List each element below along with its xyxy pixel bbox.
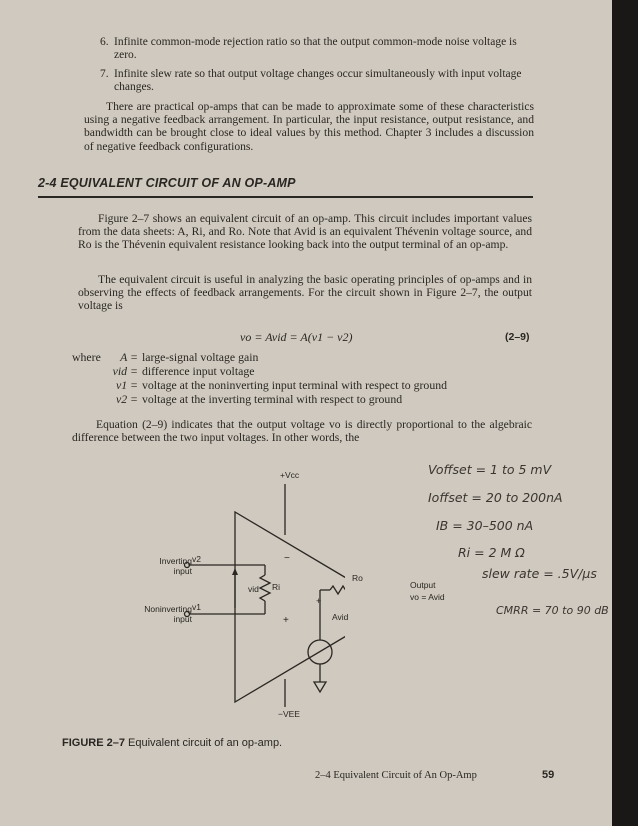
figure-caption (62, 737, 282, 749)
v1-label: v1 (192, 602, 201, 612)
definitions-list (72, 350, 542, 410)
list-item-number: 6. (100, 36, 109, 48)
definition-symbol: v2 = (115, 392, 138, 406)
handwritten-note: Ri = 2 M Ω (458, 545, 525, 560)
handwritten-note: IB = 30–500 nA (436, 518, 534, 533)
vee-label: −VEE (278, 709, 300, 719)
vcc-label: +Vcc (280, 470, 300, 480)
list-item (100, 68, 540, 94)
paragraph-1: Figure 2–7 shows an equivalent circuit of an op-amp. This circuit includes important values from the data sheets: A, Ri, and Ro. Note that Avid is an equivalent Thévenin voltage source, and Ro is the Thévenin equivalent resistance looking back into the output terminal of an op-amp. (78, 212, 532, 252)
definition-text: voltage at the noninverting input terminal with respect to ground (142, 378, 448, 392)
running-footer: 2–4 Equivalent Circuit of An Op-Amp (315, 770, 477, 781)
equation: vo = Avid = A(v1 − v2) (240, 330, 353, 344)
avid-label: Avid (332, 612, 349, 622)
handwritten-note: CMRR = 70 to 90 dB (496, 604, 609, 617)
definition-text: voltage at the inverting terminal with respect to ground (142, 392, 403, 406)
figure-caption-text: Equivalent circuit of an op-amp. (128, 737, 283, 749)
handwritten-note: Voffset = 1 to 5 mV (428, 462, 552, 477)
definition-text: large-signal voltage gain (142, 350, 259, 364)
inverting-input-label: Inverting input (159, 556, 192, 576)
figure-label: FIGURE 2–7 (62, 737, 125, 749)
minus-sign: − (284, 553, 290, 564)
page-number: 59 (542, 769, 555, 781)
output-equation: vo = Avid (410, 592, 445, 602)
output-label: Output (410, 580, 436, 590)
op-amp-triangle (235, 512, 345, 702)
paragraph-2: The equivalent circuit is useful in analyzing the basic operating principles of op-amps and in observing the effects of feedback arrangements. For the circuit shown in Figure 2–7, the output voltage is (78, 273, 532, 313)
handwritten-note: Ioffset = 20 to 200nA (428, 490, 563, 505)
ro-label: Ro (352, 573, 363, 583)
vid-label: vid (248, 584, 259, 594)
definition-text: difference input voltage (142, 364, 255, 378)
paragraph-3: Equation (2–9) indicates that the output voltage vo is directly proportional to the algebraic difference between the two input voltages. In other words, the (72, 418, 532, 445)
equation-number: (2–9) (505, 331, 530, 343)
list-item-text: Infinite common-mode rejection ratio so that the output common-mode noise voltage is zero. (114, 36, 517, 61)
definition-symbol: v1 = (115, 378, 138, 392)
handwritten-note: slew rate = .5V/μs (482, 566, 597, 581)
v2-label: v2 (192, 554, 201, 564)
definition-symbol: vid = (112, 364, 138, 378)
source-plus-sign: + (316, 596, 322, 606)
list-item (100, 36, 540, 62)
list-item-text: Infinite slew rate so that output voltage changes occur simultaneously with input voltage changes. (114, 68, 522, 93)
op-amp-equivalent-circuit (105, 462, 345, 732)
list-item-number: 7. (100, 68, 109, 80)
definition-symbol: A = (120, 350, 138, 364)
section-divider (38, 196, 533, 198)
ri-label: Ri (272, 582, 281, 592)
section-heading: 2-4 EQUIVALENT CIRCUIT OF AN OP-AMP (38, 176, 296, 190)
plus-sign: + (283, 615, 289, 626)
noninverting-input-label: Noninverting input (144, 604, 192, 624)
intro-paragraph: There are practical op-amps that can be made to approximate some of these characteristics using a negative feedback arrangement. In particular, the input resistance, output resistance, and bandwidth can be brought close to ideal values by this method. Chapter 3 includes a discussion of negative feedback configurations. (84, 100, 534, 153)
where-word: where (72, 350, 101, 364)
